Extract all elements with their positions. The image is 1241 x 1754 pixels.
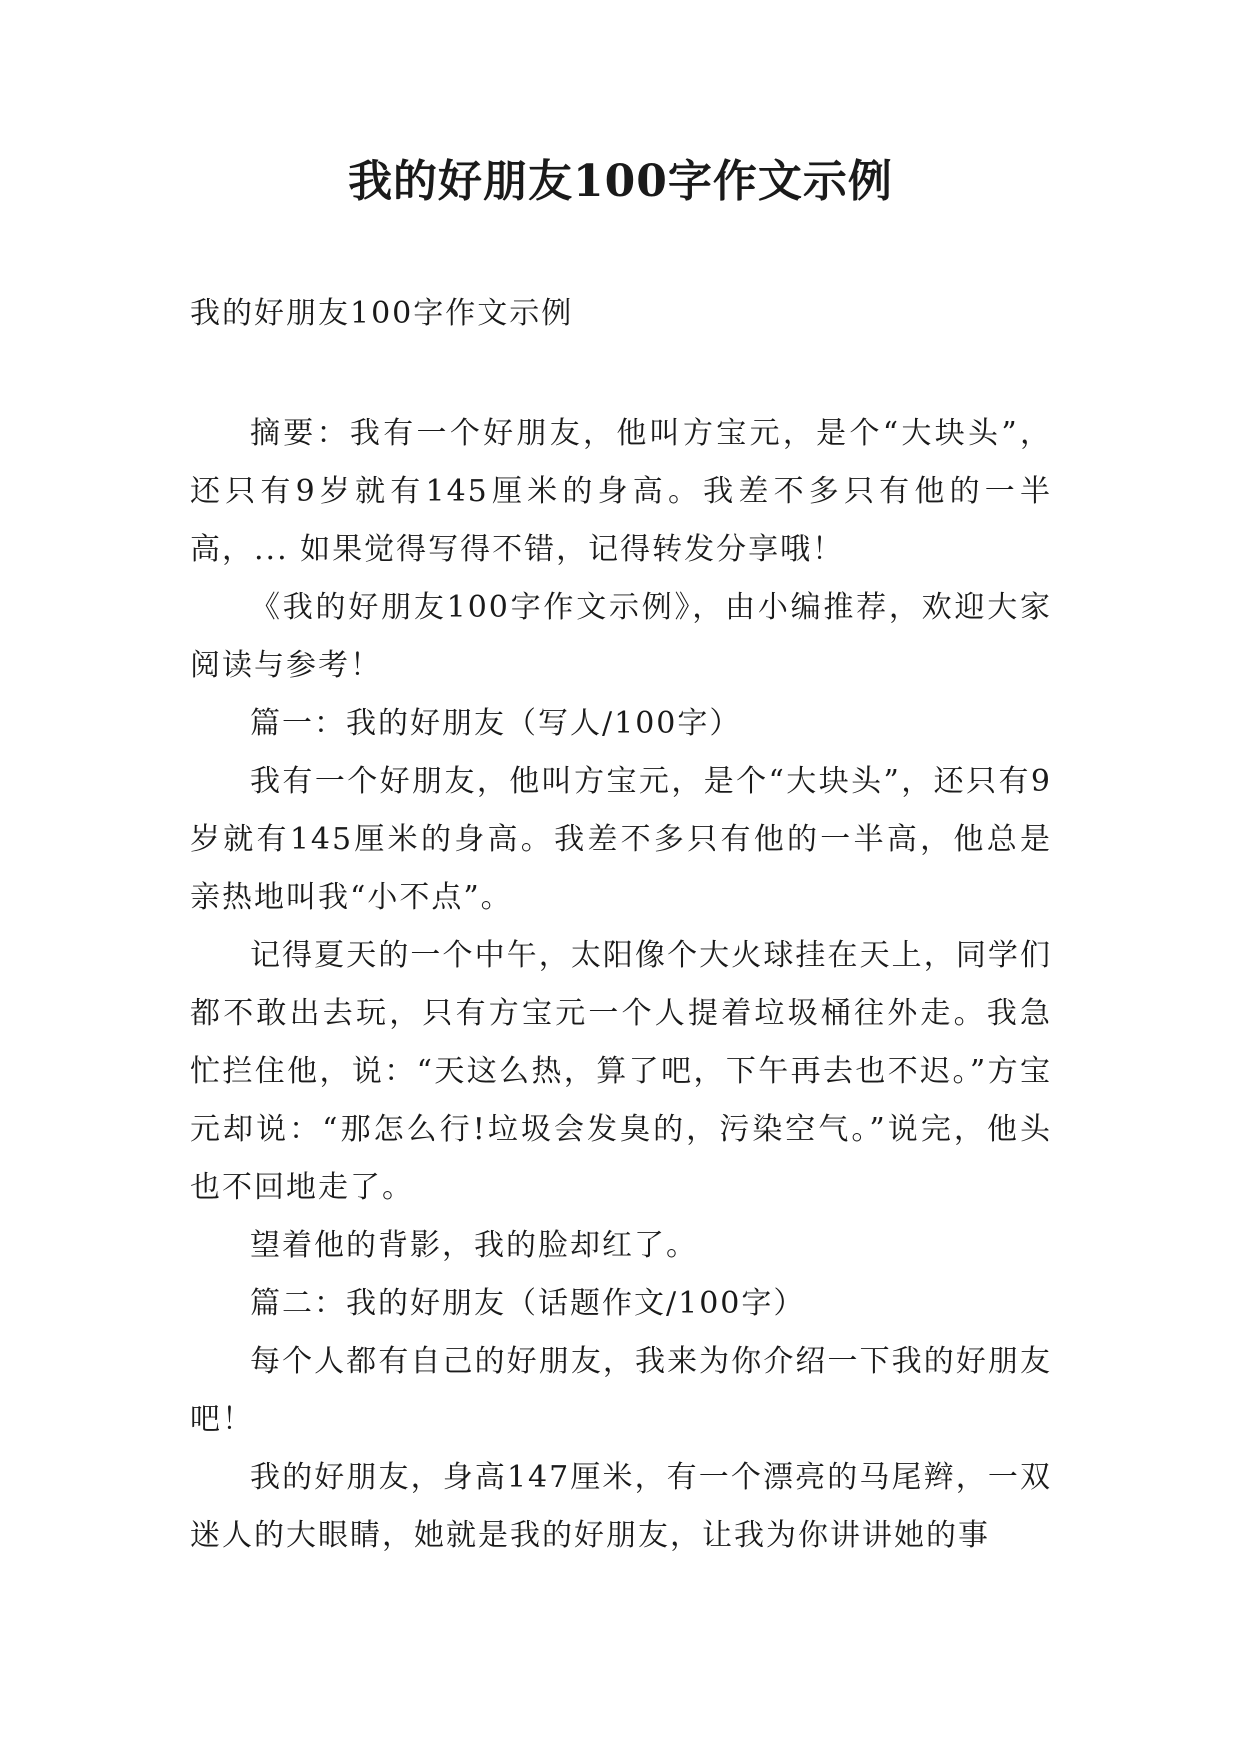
body-paragraph: 记得夏天的一个中午，太阳像个大火球挂在天上，同学们都不敢出去玩，只有方宝元一个人提着垃圾桶往外走。我急忙拦住他，说：“天这么热，算了吧，下午再去也不迟。”方宝元却说：“那怎么行!垃圾会发臭的，污染空气。”说完，他头也不回地走了。 bbox=[190, 938, 1052, 1205]
document-body bbox=[190, 405, 1052, 1565]
abstract-paragraph: 摘要：我有一个好朋友，他叫方宝元，是个“大块头”，还只有9岁就有145厘米的身高。我差不多只有他的一半高，... 如果觉得写得不错，记得转发分享哦！ bbox=[190, 416, 1052, 567]
body-paragraph: 我有一个好朋友，他叫方宝元，是个“大块头”，还只有9岁就有145厘米的身高。我差不多只有他的一半高，他总是亲热地叫我“小不点”。 bbox=[190, 764, 1052, 915]
recommendation-paragraph: 《我的好朋友100字作文示例》，由小编推荐，欢迎大家阅读与参考！ bbox=[190, 590, 1052, 683]
body-paragraph: 我的好朋友，身高147厘米，有一个漂亮的马尾辫，一双迷人的大眼睛，她就是我的好朋友，让我为你讲讲她的事 bbox=[190, 1460, 1052, 1553]
body-paragraph: 望着他的背影，我的脸却红了。 bbox=[250, 1228, 698, 1263]
document-subtitle: 我的好朋友100字作文示例 bbox=[190, 296, 574, 331]
body-paragraph: 每个人都有自己的好朋友，我来为你介绍一下我的好朋友吧！ bbox=[190, 1344, 1052, 1437]
section-two-heading: 篇二：我的好朋友（话题作文/100字） bbox=[250, 1286, 806, 1321]
section-one-heading: 篇一：我的好朋友（写人/100字） bbox=[250, 706, 742, 741]
document-title: 我的好朋友100字作文示例 bbox=[348, 156, 893, 207]
